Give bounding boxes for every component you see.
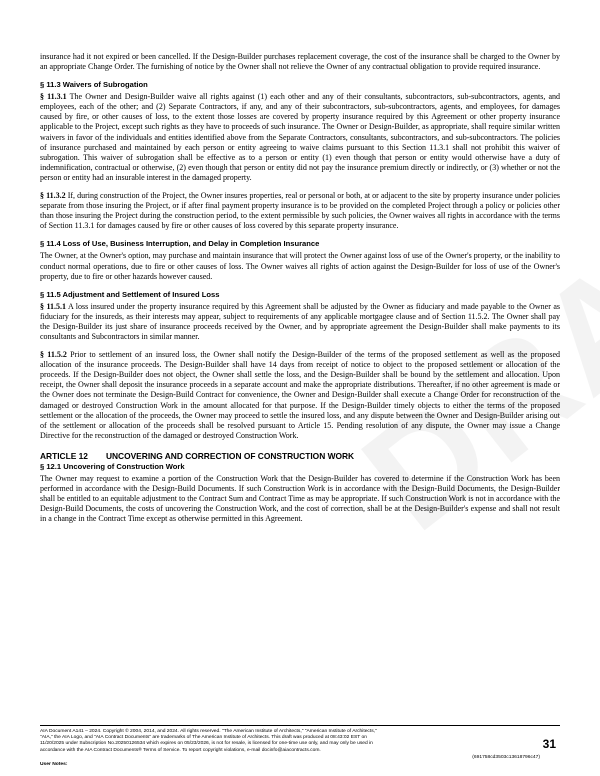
section-number-11-5-2: § 11.5.2 bbox=[40, 350, 67, 360]
section-number-11-3-2: § 11.3.2 bbox=[40, 191, 66, 201]
paragraph-11-3-1 bbox=[40, 92, 560, 183]
footer-document-id: (691758cd3503c13618796c47) bbox=[472, 755, 540, 761]
footer-user-notes-label: User Notes: bbox=[40, 761, 68, 767]
footer-line-3: 11/20/2025 under Subscription No.20250126534 which expires on 05/23/2026, is not for resale, is licensed for one-time use only, and may only be used in bbox=[40, 741, 373, 747]
footer-content bbox=[40, 729, 560, 768]
page-number: 31 bbox=[542, 736, 556, 751]
page-footer bbox=[40, 725, 560, 768]
section-number-11-3-1: § 11.3.1 bbox=[40, 92, 67, 102]
paragraph-11-5-1-text: A loss insured under the property insurance required by this Agreement shall be adjusted by the Owner as fiduciary and made payable to the Owner as fiduciary for the insureds, as their interests may appear, subject to requirements of any applicable mortgagee clause and of Section 11.5.2. The Owner shall pay the Design-Builder its just share of insurance proceeds received by the Owner, and by appropriate agreement the Design-Builder shall make payments to its consultants and Subcontractors in similar manner. bbox=[40, 301, 560, 341]
paragraph-continued-insurance: insurance had it not expired or been cancelled. If the Design-Builder purchases replacement coverage, the cost of the insurance shall be charged to the Owner by an appropriate Change Order. The furnishing of notice by the Owner shall not relieve the Owner of any contractual obligation to provide required insurance. bbox=[40, 52, 560, 72]
paragraph-11-5-2-text: Prior to settlement of an insured loss, the Owner shall notify the Design-Builder of the terms of the proposed settlement as well as the proposed allocation of the insurance proceeds. The Design-Builder shall have 14 days from receipt of notice to object to the proposed settlement or allocation of the proceeds. If the Design-Builder does not object, the Owner shall settle the loss, and the Design-Builder shall be bound by the settlement and allocation. Upon receipt, the Owner shall deposit the insurance proceeds in a separate account and make the appropriate distributions. Thereafter, if no other agreement is made or the Owner does not terminate the Design-Build Contract for convenience, the Owner and Design-Builder shall execute a Change Order for reconstruction of the damaged or destroyed Construction Work in the amount allocated for that purpose. If the Design-Builder timely objects to either the terms of the proposed settlement or the allocation of the proceeds, the Owner may proceed to settle the insured loss, and any dispute between the Owner and Design-Builder arising out of the settlement or allocation of the proceeds shall be resolved pursuant to Article 15. Pending resolution of any dispute, the Owner may issue a Change Directive for the reconstruction of the damaged or destroyed Construction Work. bbox=[40, 350, 561, 440]
paragraph-11-3-2-text: If, during construction of the Project, the Owner insures properties, real or personal or both, at or adjacent to the site by property insurance under policies separate from those insuring the Project, or if after final payment property insurance is to be provided on the completed Project through a policy or policies other than those insuring the Project during the construction period, to the extent permissible by such policies, the Owner waives all rights in accordance with the terms of Section 11.3.1 for damages caused by fire or other causes of loss covered by this separate property insurance. bbox=[40, 191, 560, 231]
section-number-11-5-1: § 11.5.1 bbox=[40, 301, 66, 311]
paragraph-11-5-1 bbox=[40, 302, 560, 342]
footer-divider bbox=[40, 725, 560, 726]
footer-copyright-block bbox=[40, 729, 540, 768]
heading-11-5: § 11.5 Adjustment and Settlement of Insured Loss bbox=[40, 289, 220, 299]
article-12-label: ARTICLE 12 bbox=[40, 450, 88, 461]
footer-line-2: "AIA," the AIA Logo, and "AIA Contract Documents" are trademarks of The American Institute of Architects. This draft was produced at 08:43:02 EST on bbox=[40, 734, 367, 740]
article-12-heading bbox=[40, 451, 560, 462]
paragraph-11-5-2 bbox=[40, 350, 560, 441]
article-12-title: UNCOVERING AND CORRECTION OF CONSTRUCTION WORK bbox=[105, 450, 355, 461]
footer-line-4: accordance with the AIA Contract Documents® Terms of Service. To report copyright violations, e-mail docinfo@aiacontracts.com. bbox=[40, 747, 321, 753]
footer-line-1: AIA Document A141 – 2024. Copyright © 2004, 2014, and 2024. All rights reserved. "The American Institute of Architects," "American Institute of Architects," bbox=[40, 728, 377, 734]
heading-11-4: § 11.4 Loss of Use, Business Interruption, and Delay in Completion Insurance bbox=[40, 239, 320, 249]
paragraph-11-3-2 bbox=[40, 191, 560, 231]
heading-12-1: § 12.1 Uncovering of Construction Work bbox=[40, 461, 185, 471]
heading-11-3: § 11.3 Waivers of Subrogation bbox=[40, 80, 148, 90]
paragraph-11-4: The Owner, at the Owner's option, may purchase and maintain insurance that will protect the Owner against loss of use of the Owner's property, or the inability to conduct normal operations, due to fire or other causes of loss. The Owner waives all rights of action against the Design-Builder for loss of use of the Owner's property, due to fire or other hazards however caused. bbox=[40, 251, 560, 281]
paragraph-11-3-1-text: The Owner and Design-Builder waive all rights against (1) each other and any of their consultants, subcontractors, sub-subcontractors, agents, and employees, each of the other; and (2) Separate Contractors, if any, and any of their subcontractors, sub-subcontractors, agents, and employees, for damages caused by fire, or other causes of loss, to the extent those losses are covered by property insurance required by this Agreement or other property insurance applicable to the Project, except such rights as they have to proceeds of such insurance. The Owner or Design-Builder, as appropriate, shall require similar written waivers in favor of the individuals and entities identified above from the Separate Contractors, consultants, subcontractors, and sub-subcontractors. The policies of insurance purchased and maintained by each person or entity agreeing to waive claims pursuant to this Section 11.3.1 shall not prohibit this waiver of subrogation. This waiver of subrogation shall be effective as to a person or entity (1) even though that person or entity would otherwise have a duty of indemnification, contractual or otherwise, (2) even though that person or entity did not pay the insurance premium directly or indirectly, or (3) whether or not the person or entity had an insurable interest in the damaged property. bbox=[40, 92, 561, 182]
paragraph-12-1: The Owner may request to examine a portion of the Construction Work that the Design-Builder has covered to determine if the Construction Work has been performed in accordance with the Design-Build Documents. If such Construction Work is in accordance with the Design-Build Documents, the Design-Builder shall be entitled to an equitable adjustment to the Contract Sum and Contract Time as may be appropriate. If such Construction Work is not in accordance with the Design-Build Documents, the costs of uncovering the Construction Work, and the cost of correction, shall be at the Design-Builder's expense and shall not result in a change in the Contract Time except as otherwise permitted in this Agreement. bbox=[40, 473, 560, 524]
